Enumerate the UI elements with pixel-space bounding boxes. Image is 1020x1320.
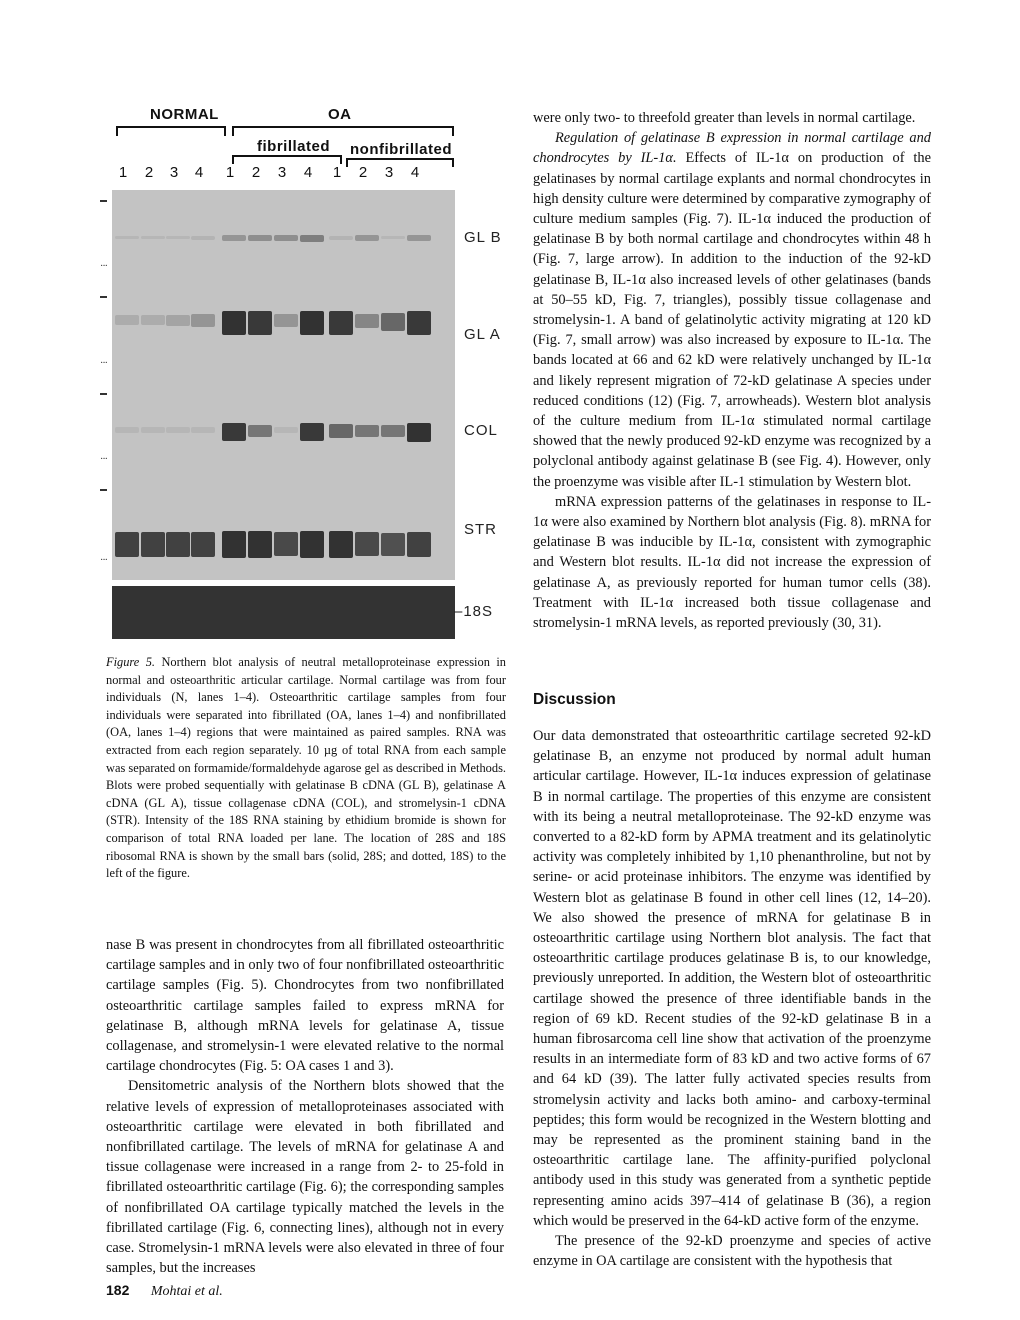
lane-number: 2: [358, 164, 368, 181]
blot-band: [141, 236, 165, 240]
lane-number: 3: [277, 164, 287, 181]
left-paragraph-1: nase B was present in chondrocytes from all fibrillated osteoarthritic cartilage samples and in only two of four nonfibrillated osteoarthritic cartilage samples (Fig. 5). Chondrocytes from two nonfibrillated osteoarthritic cartilage samples failed to express mRNA for gelatinase B, although mRNA levels for gelatinase A, tissue collagenase, and stromelysin-1 were elevated relative to the normal cartilage chondrocytes (Fig. 5: OA cases 1 and 3).: [106, 937, 504, 1075]
blot-band: [191, 236, 215, 240]
page-footer: [106, 1282, 223, 1300]
blot-band: [407, 235, 431, 241]
northern-blot-figure: [100, 104, 520, 646]
fibrillated-bracket: [232, 155, 342, 157]
blot-band: [141, 427, 165, 433]
blot-band: [222, 531, 246, 558]
blot-band: [166, 532, 190, 557]
left-column-text: [106, 935, 504, 1278]
blot-band: [191, 532, 215, 557]
discussion-paragraph-1: Our data demonstrated that osteoarthritic cartilage secreted 92-kD gelatinase B, an enzyme not produced by normal adult human articular cartilage. However, IL-1α induces expression of gelatinase B in normal cartilage. The properties of this enzyme are consistent with its being a neutral metalloproteinase. The 92-kD enzyme was converted to a 82-kD form by APMA treatment and its gelatinolytic activity was completely inhibited by 1,10 phenanthroline, but not by serine- or acid proteinase inhibitors. The enzyme was identified by Western blot as gelatinase B found in other cell lines (12, 14–20). We also showed the presence of mRNA for gelatinase B in osteoarthritic cartilage using Northern blot analysis. The fact that osteoarthritic cartilage produces gelatinase B is, to our knowledge, previously unreported. In addition, the Western blot of osteoarthritic cartilage showed the presence of three identifiable bands in the region of 69 kD. Recent studies of the 92-kD gelatinase B in a human fibrosarcoma cell line show that activation of the proenzyme results in an intermediate form of 83 kD and two active forms of 67 and 64 kD (39). The latter fully activated species results from stromelysin activity and lacks both amino- and carboxy-terminal peptides; this form would be recognized in the Western blotting and may be represented as the prominent staining band in the osteoarthritic cartilage lane. The affinity-purified polyclonal antibody used in this study was generated from a synthetic peptide representing amino acids 397–414 of gelatinase B (36), a region which would be preserved in the 64-kD active form of the enzyme.: [533, 728, 931, 1229]
blot-label: STR: [464, 520, 497, 538]
blot-band: [191, 427, 215, 433]
left-paragraph-2: Densitometric analysis of the Northern blots showed that the relative levels of expression of metalloproteinases associated with osteoarthritic cartilage were elevated in both fibrillated and nonfibrillated cartilage. The levels of mRNA for gelatinase A and tissue collagenase were increased in a range from 2- to 25-fold in fibrillated osteoarthritic cartilage (Fig. 6); the corresponding samples of nonfibrillated OA cartilage typically matched the levels in the fibrillated cartilage (Fig. 6, connecting lines), although not in every case. Stromelysin-1 mRNA levels were also elevated in three of four samples, but the increases: [106, 1078, 504, 1277]
blot-band: [248, 235, 272, 241]
blot-band: [355, 532, 379, 556]
blot-band: [329, 236, 353, 240]
blot-band: [166, 427, 190, 433]
marker-18s-dotted: ···: [100, 358, 107, 369]
blot-band: [248, 425, 272, 438]
blot-strip-col: [112, 383, 455, 479]
rrna-18s-strip: [112, 586, 455, 639]
nonfibrillated-header: nonfibrillated: [350, 141, 452, 158]
nonfibrillated-bracket: [346, 158, 454, 160]
blot-band: [274, 314, 298, 327]
lane-number: 2: [144, 164, 154, 181]
blot-band: [222, 423, 246, 441]
caption-label: Figure 5.: [106, 655, 156, 669]
blot-band: [300, 531, 324, 558]
blot-band: [115, 236, 139, 240]
blot-band: [381, 533, 405, 556]
blot-band: [407, 532, 431, 557]
marker-28s-solid: [100, 296, 107, 298]
oa-bracket: [232, 126, 454, 128]
runin-body: Effects of IL-1α on production of the gelatinases by normal cartilage explants and normal chondrocytes in high density culture were determined by comparative zymography of culture medium samples (Fig. 7). IL-1α induced the production of gelatinase B by both normal cartilage and chondrocytes within 48 h (Fig. 7, large arrow). In addition to the induction of the 92-kD gelatinase B, IL-1α also increased levels of other gelatinases (bands at 50–55 kD, Fig. 7, triangles), possibly tissue collagenase and stromelysin-1. A band of gelatinolytic activity migrating at 120 kD (Fig. 7, small arrow) was also increased by exposure to IL-1α. The bands located at 66 and 62 kD were relatively unchanged by IL-1α and likely represent migration of 72-kD gelatinase A species under reduced conditions (12) (Fig. 7, arrowheads). Western blot analysis of the culture medium from IL-1α stimulated normal cartilage showed that the newly produced 92-kD enzyme was recognized by a polyclonal antibody against gelatinase B (see Fig. 4). However, only the proenzyme was visible after IL-1 stimulation by Western blot.: [533, 150, 932, 490]
figure-caption: [106, 654, 506, 883]
blot-label: GL B: [464, 229, 502, 246]
right-continuation: were only two- to threefold greater than levels in normal cartilage.: [533, 110, 916, 126]
marker-18s-dotted: ···: [100, 555, 107, 566]
blot-band: [248, 531, 272, 558]
blot-band: [355, 235, 379, 241]
lane-number: 2: [251, 164, 261, 181]
rrna-18s-text: 18S: [463, 603, 494, 620]
right-column-top-text: [533, 108, 931, 633]
lane-number: 4: [410, 164, 420, 181]
blot-band: [274, 427, 298, 433]
blot-band: [115, 427, 139, 433]
blot-band: [191, 314, 215, 327]
blot-band: [222, 235, 246, 241]
blot-band: [274, 235, 298, 241]
right-mrna-paragraph: mRNA expression patterns of the gelatinases in response to IL-1α were also examined by Northern blot analysis (Fig. 8). mRNA for gelatinase B was inducible by IL-1α, consistent with zymographic and Western blot results. IL-1α did not increase the expression of gelatinase A, as previously reported for human tumor cells (38). Treatment with IL-1α increased both tissue collagenase and stromelysin-1 mRNA levels, as reported previously (30, 31).: [533, 493, 931, 632]
blot-band: [407, 311, 431, 334]
blot-band: [329, 531, 353, 558]
lane-number: 4: [303, 164, 313, 181]
lane-number: 1: [332, 164, 342, 181]
blot-band: [141, 315, 165, 325]
caption-text: Northern blot analysis of neutral metalloproteinase expression in normal and osteoarthritic articular cartilage. Normal cartilage was from four individuals (N, lanes 1–4). Osteoarthritic cartilage samples from four individuals were separated into fibrillated (OA, lanes 1–4) and nonfibrillated (OA, lanes 1–4) regions that were maintained as paired samples. RNA was extracted from each region separately. 10 µg of total RNA from each sample was separated on formamide/formaldehyde agarose gel as described in Methods. Blots were probed sequentially with gelatinase B cDNA (GL B), gelatinase A cDNA (GL A), tissue collagenase cDNA (COL), and stromelysin-1 cDNA (STR). Intensity of the 18S RNA staining by ethidium bromide is shown for comparison of total RNA loaded per lane. The location of 28S and 18S ribosomal RNA is shown by the small bars (solid, 28S; and dotted, 18S) to the left of the figure.: [106, 655, 506, 881]
blot-band: [274, 532, 298, 556]
normal-header: NORMAL: [150, 106, 219, 123]
blot-strip-gl-b: [112, 190, 455, 286]
blot-band: [300, 423, 324, 441]
blot-band: [407, 423, 431, 442]
lane-number: 4: [194, 164, 204, 181]
blot-band: [329, 424, 353, 438]
blot-band: [381, 425, 405, 438]
lane-number: 1: [225, 164, 235, 181]
discussion-text: [533, 726, 931, 1271]
blot-band: [329, 311, 353, 334]
blot-band: [115, 315, 139, 325]
marker-18s-dotted: ···: [100, 454, 107, 465]
page-number: 182: [106, 1282, 130, 1298]
marker-28s-solid: [100, 200, 107, 202]
rrna-18s-label: –18S: [454, 603, 494, 620]
blot-band: [166, 315, 190, 326]
blot-band: [166, 236, 190, 240]
normal-bracket: [116, 126, 226, 128]
blot-band: [300, 311, 324, 335]
blot-band: [222, 311, 246, 335]
blot-label: COL: [464, 422, 498, 439]
marker-28s-solid: [100, 393, 107, 395]
fibrillated-header: fibrillated: [257, 138, 331, 155]
right-regulation-paragraph: [533, 128, 931, 492]
blot-strip-str: [112, 479, 455, 580]
blot-strip-gl-a: [112, 286, 455, 383]
blot-band: [355, 314, 379, 328]
blot-band: [141, 532, 165, 557]
lane-number: 3: [384, 164, 394, 181]
blot-band: [115, 532, 139, 557]
discussion-paragraph-2: The presence of the 92-kD proenzyme and species of active enzyme in OA cartilage are consistent with the hypothesis that: [533, 1233, 931, 1270]
lane-number: 1: [118, 164, 128, 181]
blot-band: [355, 425, 379, 438]
blot-band: [381, 236, 405, 240]
lane-number: 3: [169, 164, 179, 181]
blot-label: GL A: [464, 325, 501, 343]
oa-header: OA: [328, 106, 352, 123]
blot-band: [381, 313, 405, 331]
runin-heading: Regulation of gelatinase B expression in normal cartilage and chondrocytes by IL-1α.: [533, 130, 931, 167]
running-authors: Mohtai et al.: [150, 1284, 223, 1299]
marker-18s-dotted: ···: [100, 261, 107, 272]
discussion-heading: Discussion: [533, 691, 616, 708]
blot-band: [300, 235, 324, 242]
marker-28s-solid: [100, 489, 107, 491]
blot-band: [248, 311, 272, 334]
